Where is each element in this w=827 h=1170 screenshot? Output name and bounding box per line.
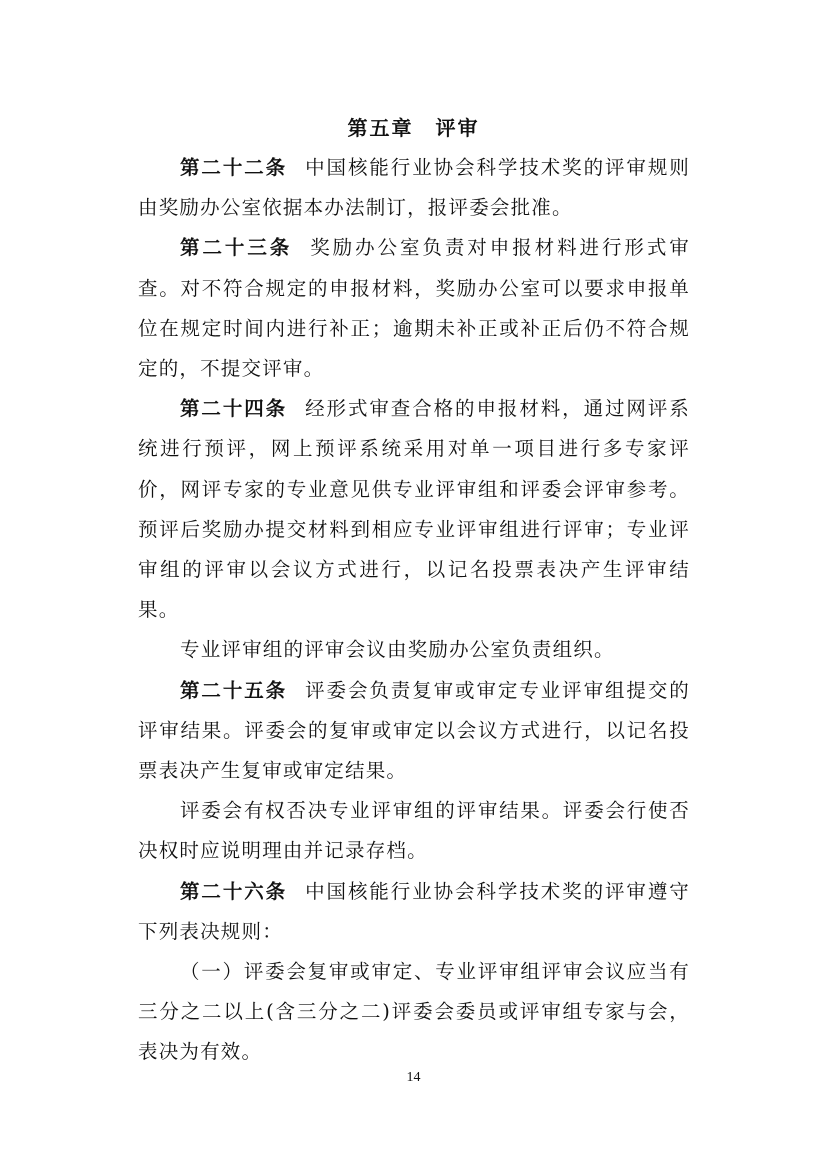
paragraph-text: 中国核能行业协会科学技术奖的评审规则由奖励办公室依据本办法制订，报评委会批准。 (138, 156, 690, 220)
paragraph-review-meeting (138, 630, 690, 670)
body-text (138, 148, 690, 1073)
paragraph-text: 经形式审查合格的申报材料，通过网评系统进行预评，网上预评系统采用对单一项目进行多专家评价，网评专家的专业意见供专业评审组和评委会评审参考。预评后奖励办提交材料到相应专业评审组进行评审；专业评审组的评审以会议方式进行，以记名投票表决产生评审结果。 (138, 397, 690, 622)
paragraph-text: 中国核能行业协会科学技术奖的评审遵守下列表决规则： (138, 879, 690, 943)
paragraph-article-23 (138, 228, 690, 389)
paragraph-article-26 (138, 872, 690, 952)
paragraph-article-25 (138, 671, 690, 792)
paragraph-text: 奖励办公室负责对申报材料进行形式审查。对不符合规定的申报材料，奖励办公室可以要求申报单位在规定时间内进行补正；逾期未补正或补正后仍不符合规定的，不提交评审。 (138, 236, 690, 381)
chapter-title: 第五章 评审 (347, 116, 480, 140)
article-label: 第二十二条 (180, 156, 288, 179)
page-number: 14 (406, 1070, 421, 1085)
paragraph-text: （一）评委会复审或审定、专业评审组评审会议应当有三分之二以上(含三分之二)评委会委员或评审组专家与会，表决为有效。 (138, 960, 690, 1064)
paragraph-rule-1 (138, 952, 690, 1073)
paragraph-text: 专业评审组的评审会议由奖励办公室负责组织。 (180, 638, 615, 662)
paragraph-text: 评委会负责复审或审定专业评审组提交的评审结果。评委会的复审或审定以会议方式进行，以记名投票表决产生复审或审定结果。 (138, 678, 690, 783)
paragraph-article-24 (138, 389, 690, 630)
paragraph-veto-power (138, 791, 690, 871)
paragraph-article-22 (138, 148, 690, 228)
article-label: 第二十六条 (180, 879, 288, 903)
article-label: 第二十五条 (180, 678, 288, 702)
article-label: 第二十四条 (180, 397, 288, 421)
paragraph-text: 评委会有权否决专业评审组的评审结果。评委会行使否决权时应说明理由并记录存档。 (138, 799, 690, 863)
article-label: 第二十三条 (180, 236, 293, 260)
